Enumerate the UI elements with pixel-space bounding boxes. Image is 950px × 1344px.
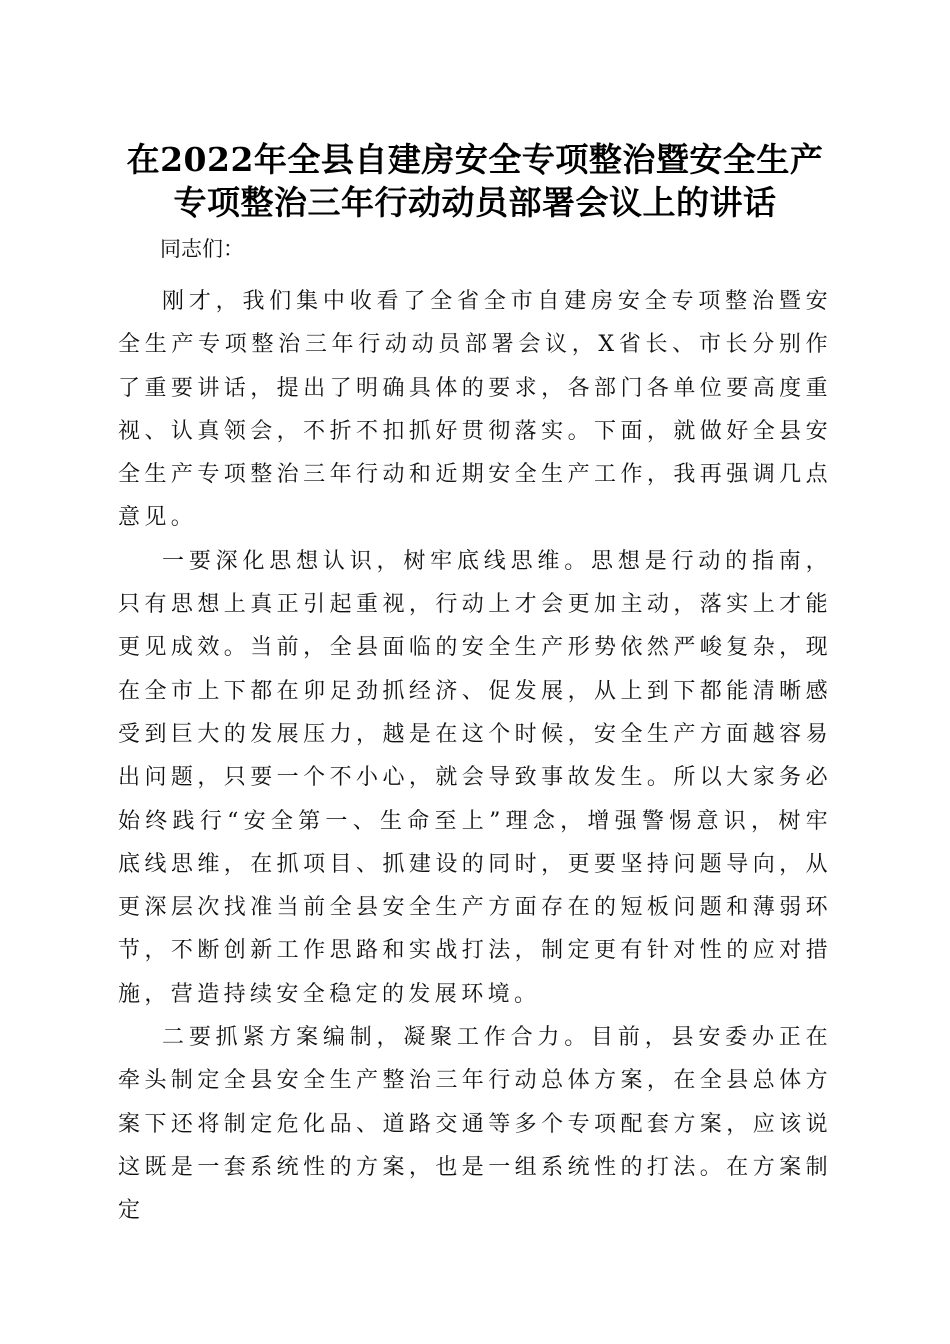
paragraph-opening: 刚才，我们集中收看了全省全市自建房安全专项整治暨安全生产专项整治三年行动动员部署会议，X省长、市长分别作了重要讲话，提出了明确具体的要求，各部门各单位要高度重视、认真领会，不折不扣抓好贯彻落实。下面，就做好全县安全生产专项整治三年行动和近期安全生产工作，我再强调几点意见。 [118,289,832,531]
paragraph-point-one: 一要深化思想认识，树牢底线思维。思想是行动的指南，只有思想上真正引起重视，行动上才会更加主动，落实上才能更见成效。当前，全县面临的安全生产形势依然严峻复杂，现在全市上下都在卯足劲抓经济、促发展，从上到下都能清晰感受到巨大的发展压力，越是在这个时候，安全生产方面越容易出问题，只要一个不小心，就会导致事故发生。所以大家务必始终践行“安全第一、生命至上”理念，增强警惕意识，树牢底线思维，在抓项目、抓建设的同时，更要坚持问题导向，从更深层次找准当前全县安全生产方面存在的短板问题和薄弱环节，不断创新工作思路和实战打法，制定更有针对性的应对措施，营造持续安全稳定的发展环境。 [118,548,832,1007]
document-title: 在2022年全县自建房安全专项整治暨安全生产专项整治三年行动动员部署会议上的讲话 [126,140,824,222]
salutation: 同志们： [160,237,244,261]
paragraph-point-two: 二要抓紧方案编制，凝聚工作合力。目前，县安委办正在牵头制定全县安全生产整治三年行动总体方案，在全县总体方案下还将制定危化品、道路交通等多个专项配套方案，应该说这既是一套系统性的方案，也是一组系统性的打法。在方案制定 [118,1025,832,1224]
document-body [118,280,832,1233]
